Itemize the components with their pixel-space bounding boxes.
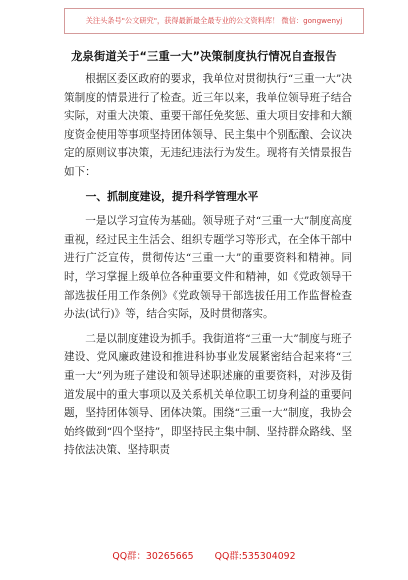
section-heading: 一、抓制度建设，提升科学管理水平 <box>85 189 259 203</box>
promo-banner <box>64 8 364 34</box>
promo-banner-text: 关注头条号"公文研究"，获得最新最全最专业的公文资料库！ 微信：gongwenyj <box>85 16 343 25</box>
document-body <box>64 70 352 460</box>
section-paragraph-2: 二是以制度建设为抓手。我街道将“三重一大”制度与班子建设、党风廉政建设和推进科协事业发展紧密结合起来将“三重一大”列为班子建设和领导述职述廉的重要资料，对涉及街道发展中的重大事项以及关系机关单位职工切身利益的重要问题，坚持团体领导、团体决策。围绕“三重一大”制度，我协会始终做到“四个坚持”，即坚持民主集中制、坚持群众路线、坚持依法决策、坚持职责 <box>64 332 352 457</box>
intro-paragraph: 根据区委区政府的要求，我单位对贯彻执行“三重一大”决策制度的情景进行了检查。近三年以来，我单位领导班子结合实际，对重大决策、重要干部任免奖惩、重大项目安排和大额度资金使用等事项坚持团体领导、民主集中个别酝酿、会议决定的原则议事决策，无违纪违法行为发生。现将有关情景报告如下： <box>64 73 352 178</box>
footer-contact <box>0 548 408 562</box>
footer-qq-group-1: QQ群：30265665 <box>112 551 194 562</box>
section-paragraph-1: 一是以学习宣传为基础。领导班子对“三重一大”制度高度重视，经过民主生活会、组织专题学习等形式，在全体干部中进行广泛宣传，贯彻传达“三重一大”的重要资料和精神。同时，学习掌握上级单位各种重要文件和精神，如《党政领导干部选拔任用工作条例》《党政领导干部选拔任用工作监督检查办法(试行)》等，结合实际，及时贯彻落实。 <box>64 215 352 321</box>
footer-qq-group-2: QQ群:535304092 <box>214 551 296 562</box>
document-title: 龙泉街道关于“三重一大”决策制度执行情况自查报告 <box>71 50 337 63</box>
